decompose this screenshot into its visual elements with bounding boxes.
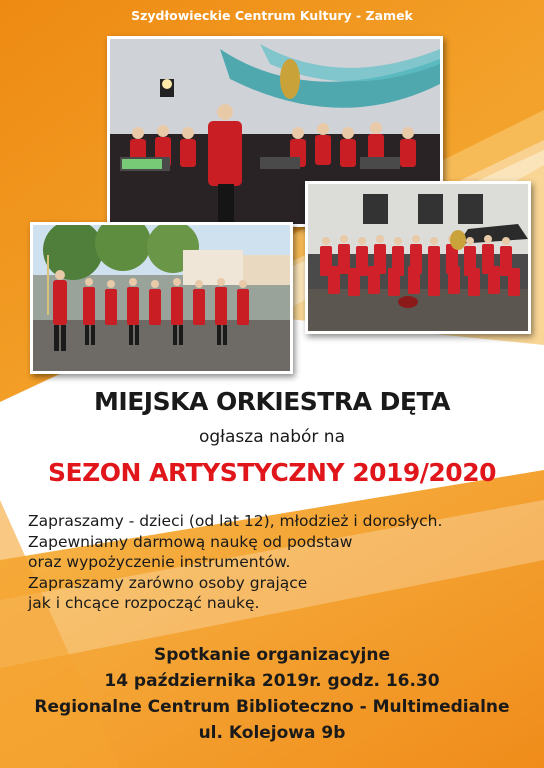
- meeting-title: Spotkanie organizacyjne: [154, 645, 390, 665]
- invitation-line: oraz wypożyczenie instrumentów.: [28, 553, 291, 571]
- invitation-line: Zapewniamy darmową naukę od podstaw: [28, 532, 353, 551]
- season-title: SEZON ARTYSTYCZNY 2019/2020: [48, 458, 496, 487]
- meeting-date: 14 października 2019r. godz. 16.30: [104, 671, 440, 691]
- photo-outdoor-group: [305, 181, 531, 334]
- invitation-line: Zapraszamy - dzieci (od lat 12), młodzież i dorosłych.: [28, 512, 443, 530]
- invitation-line: jak i chcące rozpocząć naukę.: [28, 594, 260, 612]
- organization-name: Szydłowieckie Centrum Kultury - Zamek: [131, 8, 413, 23]
- photo-street-march: [30, 222, 293, 374]
- meeting-info: [0, 642, 544, 746]
- meeting-venue: Regionalne Centrum Biblioteczno - Multimedialne: [34, 697, 510, 717]
- invitation-line: Zapraszamy zarówno osoby grające: [28, 573, 308, 592]
- invitation-text: [28, 511, 528, 614]
- subheadline: ogłasza nabór na: [198, 427, 345, 447]
- meeting-address: ul. Kolejowa 9b: [198, 723, 346, 743]
- headline-orchestra: MIEJSKA ORKIESTRA DĘTA: [94, 387, 450, 416]
